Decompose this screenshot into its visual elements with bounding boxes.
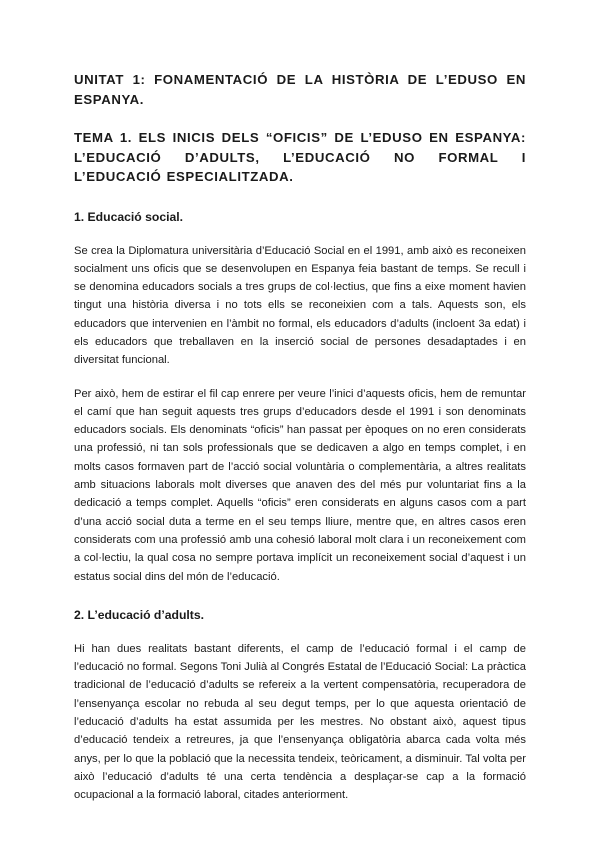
paragraph: Per això, hem de estirar el fil cap enrere per veure l’inici d’aquests oficis, hem de remuntar el camí que han seguit aquests tres grups d’educadors desde el 1991 i son denominats educadors socials. Els denominats “oficis” han passat per èpoques on no eren considerats una professió, ni tan sols professionals que se dedicaven a algo en temps complet, i en molts casos formaven part de l’acció social voluntària o complementària, a altres realitats amb situacions laborals molt diverses que anaven des del més pur voluntariat fins a la dedicació a temps complet. Aquells “oficis” eren considerats en alguns casos com a part d’una acció social duta a terme en el seu temps lliure, mentre que, en altres casos eren considerats com una professió amb una cohesió laboral molt clara i un reconeixement com a col·lectiu, la qual cosa no sempre portava implícit un reconeixement social d’aquest i un estatus social dins del món de l’educació.	[74, 387, 526, 583]
paragraph: Hi han dues realitats bastant diferents, el camp de l’educació formal i el camp de l’educació no formal. Segons Toni Julià al Congrés Estatal de l’Educació Social: La pràctica tradicional de l’educació d’adults se refereix a la vertent compensatòria, recuperadora de l’ensenyança escolar no rebuda al seu degut temps, per lo que aquesta orientació de l’educació d’adults ha estat assumida per les mestres. No obstant això, aquest tipus d’educació tendeix a retreures, ja que l’ensenyança obligatòria abarca cada volta més anys, per lo que la població que la necessita tendeix, teòricament, a disminuir. Tal volta per això l’educació d’adults té una certa tendència a desplaçar-se cap a la formació ocupacional a la formació laboral, citades anteriorment.	[74, 642, 526, 802]
section-educacio-adults	[74, 607, 526, 805]
topic-title: TEMA 1. ELS INICIS DELS “OFICIS” DE L’EDUSO EN ESPANYA: L’EDUCACIÓ D’ADULTS, L’EDUCACIÓ NO FORMAL I L’EDUCACIÓ ESPECIALITZADA.	[74, 130, 526, 184]
section-heading: 2. L’educació d’adults.	[74, 607, 205, 622]
paragraph: Se crea la Diplomatura universitària d’Educació Social en el 1991, amb això es reconeixen socialment uns oficis que se desenvolupen en Espanya feia bastant de temps. Se recull i se denomina educadors socials a tres grups de col·lectius, que fins a eixe moment havien tingut una història diversa i no tots ells se reconeixien com a tals. Aquests son, els educadors que intervenien en l’àmbit no formal, els educadors d’adults (incloent 3a edat) i els educadors que treballaven en la inserció social de persones desadaptades i en diversitat funcional.	[74, 244, 526, 367]
section-educacio-social	[74, 209, 526, 586]
section-heading: 1. Educació social.	[74, 209, 184, 224]
document-page	[74, 70, 526, 820]
unit-title: UNITAT 1: FONAMENTACIÓ DE LA HISTÒRIA DE L’EDUSO EN ESPANYA.	[74, 72, 526, 107]
